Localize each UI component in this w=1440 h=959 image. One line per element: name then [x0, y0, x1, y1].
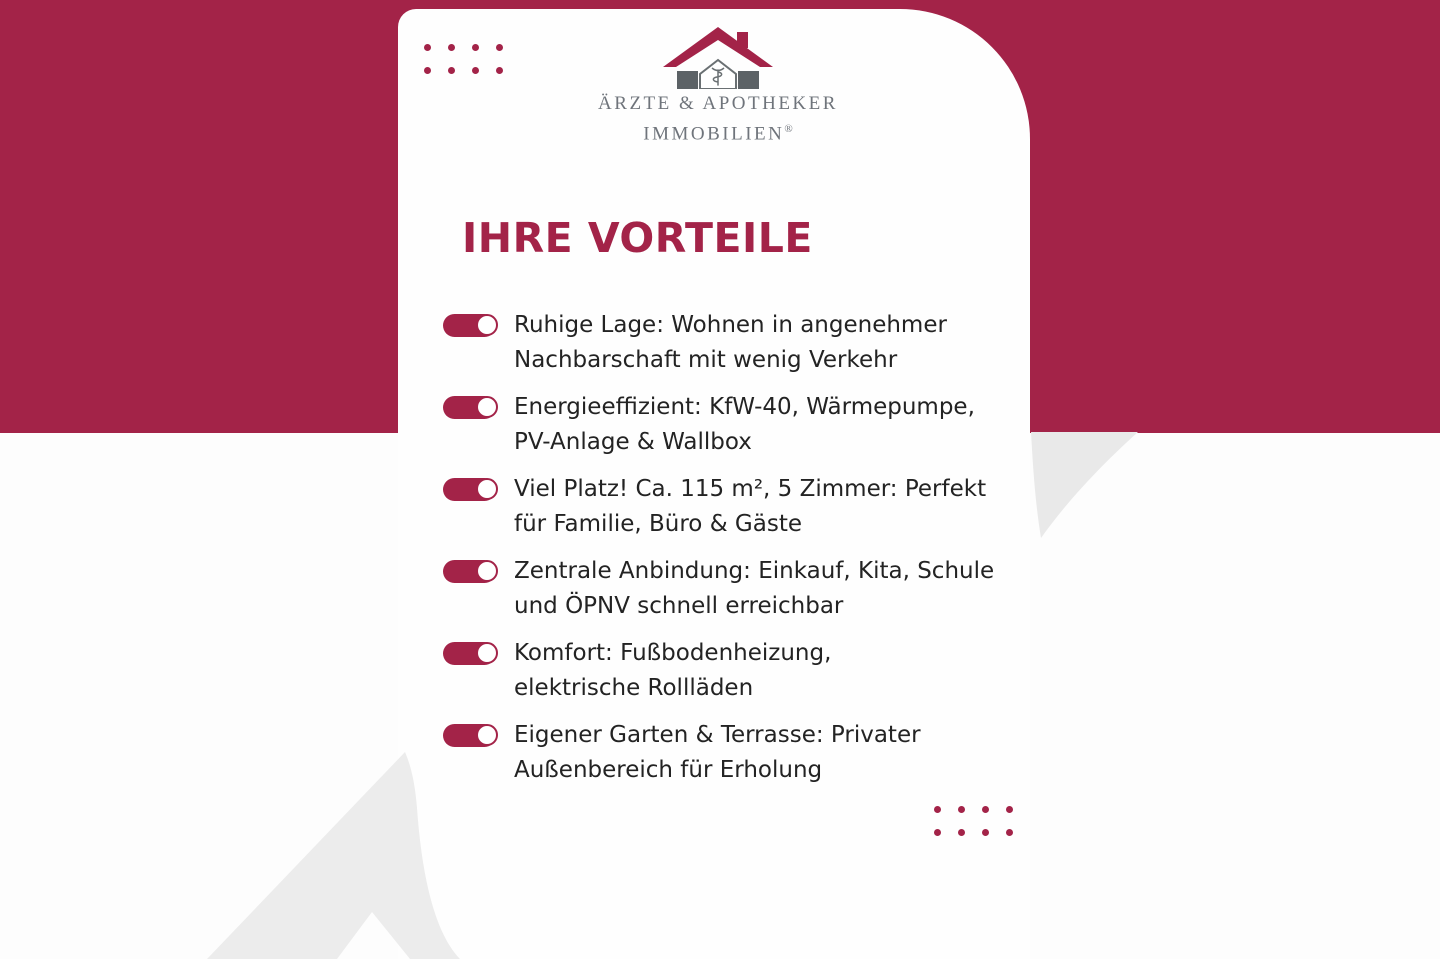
dot-icon [1006, 806, 1013, 813]
benefit-line: PV-Anlage & Wallbox [514, 429, 752, 455]
benefit-text [514, 390, 975, 460]
dot-icon [496, 67, 503, 74]
dot-icon [982, 806, 989, 813]
toggle-on-icon[interactable] [443, 314, 496, 337]
benefit-text [514, 308, 947, 378]
dot-icon [448, 44, 455, 51]
benefit-line: und ÖPNV schnell erreichbar [514, 593, 844, 619]
benefit-item [443, 636, 1043, 706]
benefit-item [443, 554, 1043, 624]
benefit-text [514, 554, 994, 624]
dot-icon [496, 44, 503, 51]
benefit-line: Komfort: Fußbodenheizung, [514, 640, 832, 666]
benefit-text [514, 636, 831, 706]
benefit-line: Viel Platz! Ca. 115 m², 5 Zimmer: Perfekt [514, 476, 987, 502]
benefit-item [443, 472, 1043, 542]
background-watermark-shape [150, 738, 480, 959]
toggle-on-icon[interactable] [443, 478, 496, 501]
dot-icon [472, 44, 479, 51]
toggle-on-icon[interactable] [443, 642, 496, 665]
dot-icon [958, 806, 965, 813]
registered-mark: ® [784, 123, 793, 135]
dot-icon [472, 67, 479, 74]
dot-icon [424, 67, 431, 74]
benefit-line: Ruhige Lage: Wohnen in angenehmer [514, 312, 947, 338]
toggle-on-icon[interactable] [443, 396, 496, 419]
dot-grid-decoration-top [424, 44, 503, 74]
benefit-line: Außenbereich für Erholung [514, 757, 823, 783]
brand-name-line-1: ÄRZTE & APOTHEKER [598, 93, 838, 114]
benefit-line: elektrische Rollläden [514, 675, 754, 701]
benefit-line: Nachbarschaft mit wenig Verkehr [514, 347, 898, 373]
benefit-item [443, 308, 1043, 378]
dot-icon [982, 829, 989, 836]
brand-name-word: IMMOBILIEN [643, 123, 785, 145]
brand-house-icon [663, 27, 773, 89]
benefit-line: Zentrale Anbindung: Einkauf, Kita, Schule [514, 558, 995, 584]
benefit-line: Eigener Garten & Terrasse: Privater [514, 722, 921, 748]
background-triangle-shape [1028, 431, 1148, 543]
dot-icon [934, 829, 941, 836]
dot-icon [424, 44, 431, 51]
page-title: IHRE VORTEILE [462, 214, 813, 262]
toggle-on-icon[interactable] [443, 724, 496, 747]
benefit-item [443, 718, 1043, 788]
benefit-text [514, 718, 921, 788]
benefits-list [443, 308, 1043, 800]
toggle-on-icon[interactable] [443, 560, 496, 583]
benefit-text [514, 472, 986, 542]
dot-icon [934, 806, 941, 813]
brand-name-line-2 [588, 118, 848, 145]
dot-grid-decoration-bottom [934, 806, 1013, 836]
dot-icon [958, 829, 965, 836]
benefit-item [443, 390, 1043, 460]
dot-icon [1006, 829, 1013, 836]
brand-logo [588, 27, 848, 145]
benefit-line: für Familie, Büro & Gäste [514, 511, 803, 537]
benefit-line: Energieeffizient: KfW-40, Wärmepumpe, [514, 394, 975, 420]
dot-icon [448, 67, 455, 74]
